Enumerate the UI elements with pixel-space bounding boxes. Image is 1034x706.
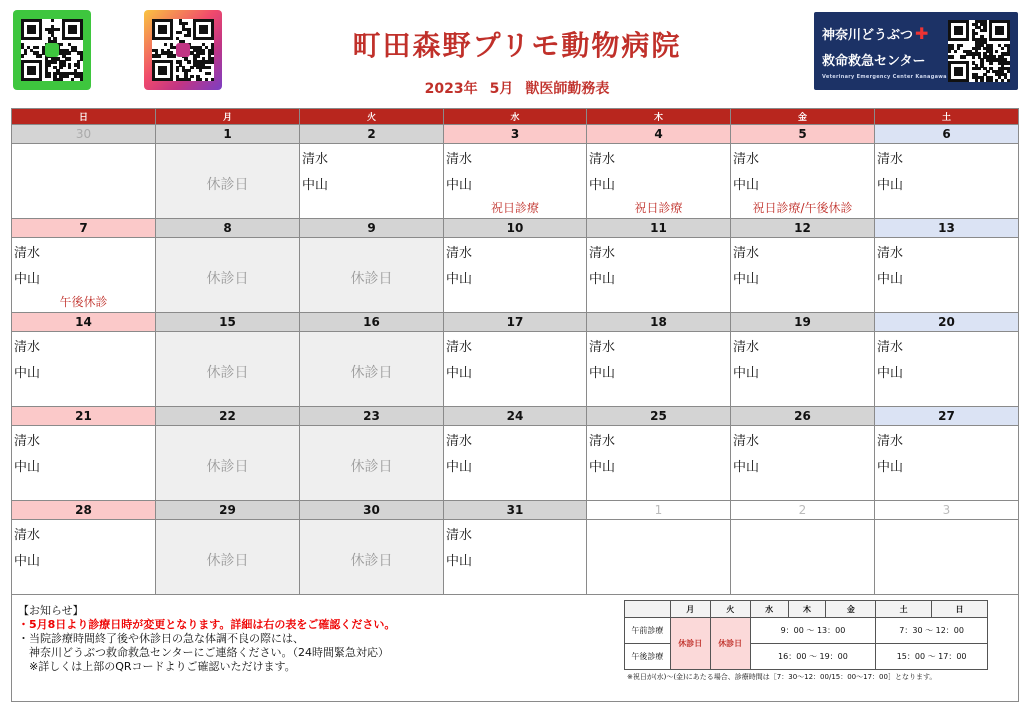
day-cell — [156, 144, 300, 219]
day-cell — [731, 144, 875, 219]
doc-title: 獣医師勤務表 — [525, 81, 610, 97]
closed-label: 休診日 — [206, 459, 249, 475]
day-cell — [156, 520, 300, 595]
closed-cell: 休診日 — [710, 618, 750, 670]
hours-header: 土 — [876, 601, 932, 618]
day-cell — [300, 426, 444, 501]
day-number: 28 — [12, 501, 156, 520]
day-cell — [156, 238, 300, 313]
doctor-name: 中山 — [446, 366, 473, 381]
doctor-name: 清水 — [877, 434, 904, 449]
weekday-header: 金 — [731, 109, 875, 125]
day-note: 祝日診療/午後休診 — [752, 201, 853, 215]
day-cell — [587, 426, 731, 501]
day-number: 16 — [300, 313, 444, 332]
day-number: 22 — [156, 407, 300, 426]
day-number: 18 — [587, 313, 731, 332]
weekend-am-hours: 7：30 ～ 12：00 — [876, 618, 988, 644]
day-cell — [875, 520, 1019, 595]
doctor-name: 清水 — [877, 340, 904, 355]
doctor-name: 中山 — [877, 178, 904, 193]
day-number: 29 — [156, 501, 300, 520]
day-number: 7 — [12, 219, 156, 238]
day-cell — [444, 520, 587, 595]
doctor-name: 中山 — [589, 366, 616, 381]
day-number: 27 — [875, 407, 1019, 426]
doctor-name: 清水 — [446, 528, 473, 543]
day-cell — [875, 332, 1019, 407]
doctor-name: 中山 — [14, 272, 41, 287]
hours-header: 木 — [788, 601, 826, 618]
day-note: 祝日診療 — [634, 201, 683, 215]
day-cell — [587, 520, 731, 595]
day-number: 21 — [12, 407, 156, 426]
day-cell — [12, 426, 156, 501]
doctor-name: 中山 — [446, 460, 473, 475]
doctor-name: 中山 — [14, 366, 41, 381]
day-number: 31 — [444, 501, 587, 520]
day-number: 1 — [156, 125, 300, 144]
doctor-name: 清水 — [14, 340, 41, 355]
day-number: 6 — [875, 125, 1019, 144]
day-cell — [731, 520, 875, 595]
day-cell — [156, 332, 300, 407]
hours-header: 火 — [710, 601, 750, 618]
day-cell — [156, 426, 300, 501]
weekday-header: 土 — [875, 109, 1019, 125]
vet-center-name: 神奈川どうぶつ — [822, 28, 914, 43]
weekday-header: 火 — [300, 109, 444, 125]
day-number: 1 — [587, 501, 731, 520]
day-number: 17 — [444, 313, 587, 332]
day-cell — [731, 426, 875, 501]
doctor-name: 中山 — [589, 460, 616, 475]
day-cell — [12, 144, 156, 219]
day-cell — [587, 332, 731, 407]
day-number: 15 — [156, 313, 300, 332]
weekday-pm-hours: 16：00 ～ 19：00 — [750, 644, 876, 670]
doctor-name: 清水 — [589, 434, 616, 449]
weekend-pm-hours: 15：00 ～ 17：00 — [876, 644, 988, 670]
doctor-name: 清水 — [589, 340, 616, 355]
vet-center-english: Veterinary Emergency Center Kanagawa — [822, 74, 947, 80]
day-cell — [300, 144, 444, 219]
day-number: 23 — [300, 407, 444, 426]
hours-header: 水 — [750, 601, 788, 618]
closed-label: 休診日 — [350, 271, 393, 287]
doctor-name: 清水 — [446, 246, 473, 261]
qr-code-image — [948, 20, 1010, 82]
doctor-name: 中山 — [14, 460, 41, 475]
doctor-name: 中山 — [733, 272, 760, 287]
weekday-header: 水 — [444, 109, 587, 125]
doctor-name: 清水 — [733, 246, 760, 261]
doctor-name: 中山 — [877, 272, 904, 287]
doctor-name: 中山 — [446, 272, 473, 287]
closed-label: 休診日 — [350, 365, 393, 381]
hours-header: 日 — [932, 601, 988, 618]
day-number: 26 — [731, 407, 875, 426]
doctor-name: 清水 — [877, 152, 904, 167]
doctor-name: 清水 — [302, 152, 329, 167]
doctor-name: 中山 — [733, 178, 760, 193]
weekday-am-hours: 9：00 ～ 13：00 — [750, 618, 876, 644]
notice-heading: 【お知らせ】 — [18, 604, 84, 617]
doctor-name: 中山 — [733, 366, 760, 381]
doctor-name: 清水 — [733, 152, 760, 167]
closed-label: 休診日 — [206, 177, 249, 193]
day-cell — [300, 332, 444, 407]
doctor-name: 清水 — [14, 434, 41, 449]
closed-label: 休診日 — [350, 459, 393, 475]
doctor-name: 清水 — [446, 152, 473, 167]
doctor-name: 中山 — [446, 178, 473, 193]
day-number: 25 — [587, 407, 731, 426]
day-cell — [12, 332, 156, 407]
day-cell — [444, 426, 587, 501]
day-number: 3 — [875, 501, 1019, 520]
day-number: 14 — [12, 313, 156, 332]
notice-change-line: ・5月8日より診療日時が変更となります。詳細は右の表をご確認ください。 — [18, 618, 396, 631]
vet-center-banner[interactable] — [814, 12, 1018, 90]
day-number: 9 — [300, 219, 444, 238]
notice-line: ※詳しくは上部のQRコードよりご確認いただけます。 — [18, 660, 296, 673]
day-number: 2 — [300, 125, 444, 144]
year-label: 2023年 — [424, 81, 478, 97]
doctor-name: 中山 — [14, 554, 41, 569]
doctor-name: 清水 — [14, 246, 41, 261]
doctor-name: 清水 — [733, 434, 760, 449]
doctor-name: 清水 — [446, 340, 473, 355]
closed-cell: 休診日 — [670, 618, 710, 670]
day-cell — [444, 332, 587, 407]
vet-center-subtitle: 救命救急センター — [822, 54, 926, 69]
day-cell — [875, 238, 1019, 313]
day-number: 20 — [875, 313, 1019, 332]
am-label: 午前診療 — [625, 618, 671, 644]
day-cell — [587, 238, 731, 313]
day-cell — [731, 332, 875, 407]
month-label: 5月 — [489, 81, 514, 97]
day-number: 4 — [587, 125, 731, 144]
day-cell — [444, 144, 587, 219]
hours-note: ※祝日が(水)～(金)にあたる場合、診療時間は［7：30～12：00/15：00～17：00］となります。 — [627, 673, 937, 681]
closed-label: 休診日 — [350, 553, 393, 569]
day-cell — [731, 238, 875, 313]
hours-table — [624, 600, 988, 670]
doctor-name: 中山 — [733, 460, 760, 475]
doctor-name: 中山 — [589, 272, 616, 287]
day-number: 10 — [444, 219, 587, 238]
day-number: 24 — [444, 407, 587, 426]
notice-line: 神奈川どうぶつ救命救急センターにご連絡ください。（24時間緊急対応） — [18, 646, 390, 659]
closed-label: 休診日 — [206, 365, 249, 381]
day-number: 5 — [731, 125, 875, 144]
day-number: 3 — [444, 125, 587, 144]
day-cell — [875, 144, 1019, 219]
notice-line: ・当院診療時間終了後や休診日の急な体調不良の際には、 — [18, 632, 304, 645]
doctor-name: 清水 — [733, 340, 760, 355]
weekday-header: 月 — [156, 109, 300, 125]
doctor-name: 清水 — [446, 434, 473, 449]
day-cell — [444, 238, 587, 313]
page-title: 町田森野プリモ動物病院 — [352, 29, 682, 62]
day-number: 11 — [587, 219, 731, 238]
day-cell — [300, 520, 444, 595]
hours-header: 金 — [826, 601, 876, 618]
doctor-name: 清水 — [589, 152, 616, 167]
hours-header: 月 — [670, 601, 710, 618]
day-number: 30 — [12, 125, 156, 144]
day-number: 19 — [731, 313, 875, 332]
closed-label: 休診日 — [206, 271, 249, 287]
doctor-name: 中山 — [302, 178, 329, 193]
day-number: 8 — [156, 219, 300, 238]
notice-block — [18, 604, 395, 674]
doctor-name: 清水 — [14, 528, 41, 543]
doctor-name: 中山 — [877, 366, 904, 381]
day-cell — [587, 144, 731, 219]
day-number: 13 — [875, 219, 1019, 238]
day-number: 12 — [731, 219, 875, 238]
day-note: 祝日診療 — [490, 201, 539, 215]
weekday-header: 木 — [587, 109, 731, 125]
weekday-header: 日 — [12, 109, 156, 125]
day-cell — [12, 520, 156, 595]
doctor-name: 清水 — [877, 246, 904, 261]
cross-icon: ✚ — [915, 24, 929, 43]
pm-label: 午後診療 — [625, 644, 671, 670]
day-cell — [12, 238, 156, 313]
day-cell — [300, 238, 444, 313]
closed-label: 休診日 — [206, 553, 249, 569]
doctor-name: 清水 — [589, 246, 616, 261]
day-cell — [875, 426, 1019, 501]
doctor-name: 中山 — [446, 554, 473, 569]
day-note: 午後休診 — [59, 295, 108, 309]
doctor-name: 中山 — [589, 178, 616, 193]
day-number: 30 — [300, 501, 444, 520]
day-number: 2 — [731, 501, 875, 520]
doctor-name: 中山 — [877, 460, 904, 475]
